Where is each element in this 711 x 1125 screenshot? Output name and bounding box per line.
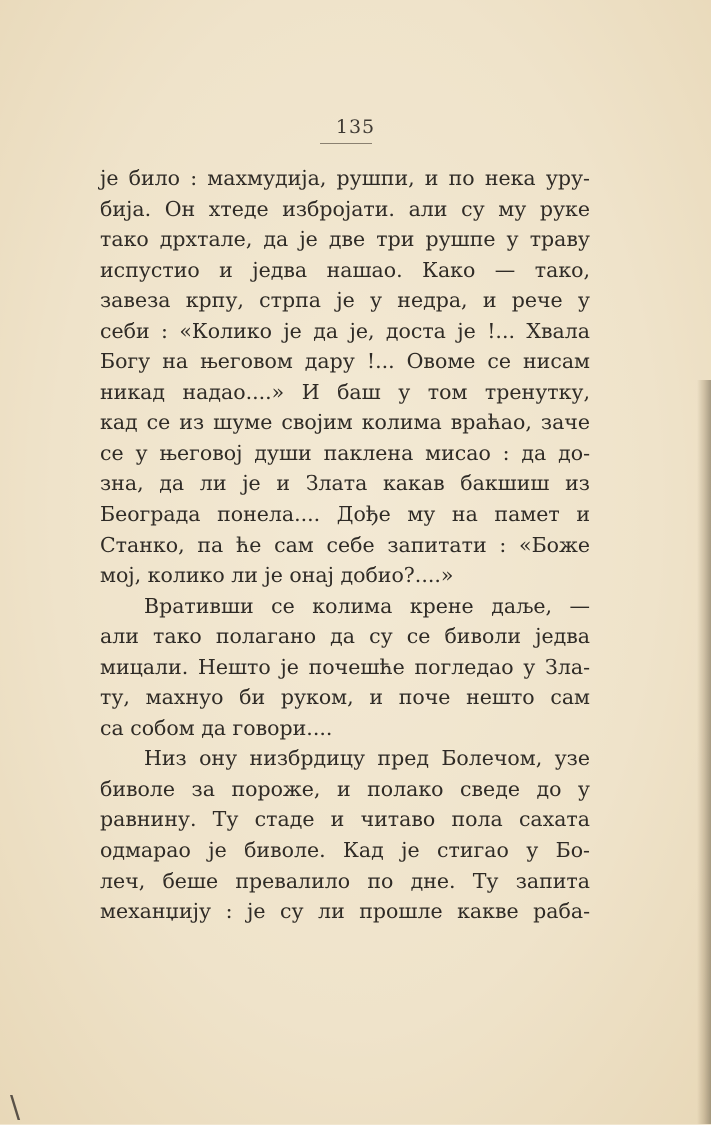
text-line: Станко, па ће сам себе запитати : «Боже xyxy=(100,532,590,557)
page-edge-shadow xyxy=(697,380,711,1124)
text-line: никад надао....» И баш у том тренутку, xyxy=(100,379,590,404)
text-line: тако дрхтале, да је две три рушпе у траву xyxy=(100,227,590,252)
text-line: Богу на његовом дару !... Овоме се нисам xyxy=(100,349,590,374)
text-line: ту, махнуо би руком, и поче нешто сам xyxy=(100,685,590,710)
text-line: себи : «Колико је да је, доста је !... Хвала xyxy=(100,318,590,343)
text-line: испустио и једва нашао. Како — тако, xyxy=(100,257,590,282)
text-line: равнину. Ту стаде и читаво пола сахата xyxy=(100,807,590,832)
text-line: бија. Он хтеде избројати. али су му руке xyxy=(100,196,590,221)
text-line: одмарао је биволе. Кад је стигао у Бо- xyxy=(100,838,590,863)
text-line: мицали. Нешто је почешће погледао у Зла- xyxy=(100,654,590,679)
text-line: је било : махмудија, рушпи, и по нека уру- xyxy=(100,166,590,190)
text-line: кад се из шуме својим колима враћао, заче xyxy=(100,410,590,435)
text-line: механџију : је су ли прошле какве раба- xyxy=(100,899,590,924)
text-line: мој, колико ли је онај добио?....» xyxy=(100,563,454,588)
text-line: завеза крпу, стрпа је у недра, и рече у xyxy=(100,288,590,313)
text-line: Низ ону низбрдицу пред Болечом, узе xyxy=(144,746,590,771)
text-line: леч, беше превалило по дне. Ту запита xyxy=(100,868,590,893)
text-line: се у његовој души паклена мисао : да до- xyxy=(100,440,590,465)
text-line: са собом да говори.... xyxy=(100,715,333,740)
text-line: Вративши се колима крене даље, — xyxy=(144,593,590,618)
corner-pencil-mark: \ xyxy=(10,1090,21,1125)
page-number-rule xyxy=(320,143,372,144)
body-text xyxy=(100,163,590,927)
page-number: 135 xyxy=(335,116,376,138)
text-line: биволе за пороже, и полако сведе до у xyxy=(100,776,590,801)
text-line: Београда понела.... Дође му на памет и xyxy=(100,502,590,527)
text-line: зна, да ли је и Злата какав бакшиш из xyxy=(100,471,590,496)
text-line: али тако полагано да су се биволи једва xyxy=(100,624,590,649)
